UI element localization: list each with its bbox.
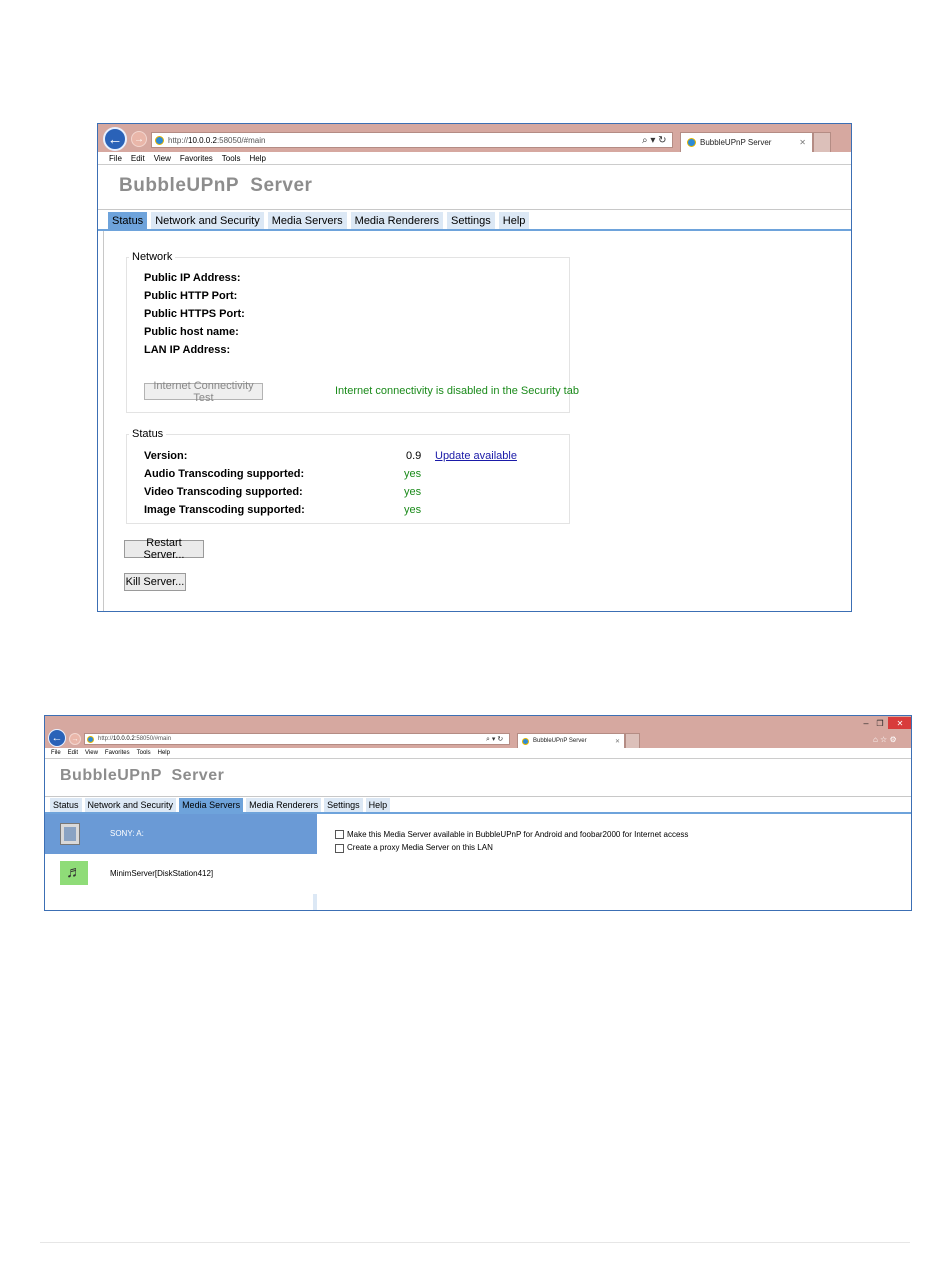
- internet-connectivity-test-button[interactable]: Internet Connectivity Test: [144, 383, 263, 400]
- tab-label: Settings: [327, 800, 360, 810]
- tab-label: Media Renderers: [249, 800, 319, 810]
- menu-favorites[interactable]: Favorites: [104, 750, 130, 756]
- tab-label: Media Servers: [271, 214, 343, 227]
- server-device-icon: [60, 823, 80, 845]
- browser-tab[interactable]: [517, 733, 625, 748]
- lan-ip-label: LAN IP Address:: [144, 344, 231, 356]
- public-host-name-label: Public host name:: [144, 326, 239, 338]
- music-note-icon: ♬: [60, 861, 88, 885]
- tab-media-renderers[interactable]: [246, 798, 321, 812]
- tab-media-servers[interactable]: [268, 212, 347, 229]
- audio-transcoding-value: yes: [404, 468, 422, 480]
- menu-tools[interactable]: Tools: [136, 750, 151, 756]
- address-prefix: http://: [98, 736, 114, 742]
- tab-label: Network and Security: [87, 800, 174, 810]
- menu-favorites[interactable]: Favorites: [179, 154, 213, 163]
- nav-tabs: [98, 212, 851, 231]
- arrow-left-icon: ←: [107, 130, 123, 148]
- app-title: BubbleUPnP Server: [60, 767, 225, 784]
- address-rest: :58050/#main: [134, 736, 172, 742]
- internet-access-option[interactable]: [335, 830, 688, 839]
- tab-settings[interactable]: [324, 798, 363, 812]
- menu-view[interactable]: View: [153, 154, 171, 163]
- address-bar[interactable]: [151, 132, 673, 148]
- server-row-sony[interactable]: [45, 814, 317, 854]
- menu-edit[interactable]: Edit: [67, 750, 79, 756]
- proxy-server-option[interactable]: [335, 843, 688, 852]
- ie-favicon-icon: [522, 738, 529, 745]
- server-options: [335, 830, 688, 853]
- status-content: [103, 231, 851, 611]
- public-https-port-label: Public HTTPS Port:: [144, 308, 245, 320]
- update-available-link[interactable]: Update available: [435, 450, 517, 462]
- tab-media-renderers[interactable]: [351, 212, 443, 229]
- restart-server-button[interactable]: Restart Server...: [124, 540, 204, 558]
- browser-tab-title: BubbleUPnP Server: [700, 138, 772, 147]
- tab-label: Media Servers: [182, 800, 241, 810]
- ie-favicon-icon: [155, 136, 164, 145]
- tab-label: Settings: [451, 214, 491, 227]
- toolbar-icons[interactable]: [873, 733, 897, 745]
- minimize-button[interactable]: [859, 717, 873, 729]
- search-refresh-icons[interactable]: ⌕ ▾ ↻: [642, 134, 667, 146]
- address-host: 10.0.0.2: [113, 736, 135, 742]
- menu-bar: [98, 152, 851, 165]
- browser-titlebar: [45, 716, 911, 748]
- tab-status[interactable]: [108, 212, 147, 229]
- tab-help[interactable]: [366, 798, 391, 812]
- video-transcoding-value: yes: [404, 486, 422, 498]
- page-footer-divider: [40, 1242, 910, 1243]
- close-window-button[interactable]: [888, 717, 912, 729]
- forward-button[interactable]: [69, 733, 81, 745]
- internet-access-checkbox[interactable]: [335, 830, 344, 839]
- version-label: Version:: [144, 450, 188, 462]
- address-controls[interactable]: [486, 733, 503, 745]
- address-prefix: http://: [168, 135, 189, 145]
- app-header: [45, 759, 911, 797]
- tab-label: Help: [502, 214, 526, 227]
- browser-tab[interactable]: [680, 132, 813, 152]
- tab-help[interactable]: [499, 212, 530, 229]
- menu-help[interactable]: Help: [249, 154, 266, 163]
- server-list: [45, 814, 317, 910]
- status-legend: Status: [132, 428, 164, 440]
- network-legend: Network: [132, 251, 173, 263]
- menu-tools[interactable]: Tools: [221, 154, 241, 163]
- media-servers-content: [45, 814, 911, 910]
- internet-access-label: Make this Media Server available in BubbleUPnP for Android and foobar2000 for Internet access: [347, 830, 689, 839]
- tab-status[interactable]: [50, 798, 82, 812]
- new-tab-button[interactable]: [625, 733, 640, 748]
- screenshot-status-page: [97, 123, 852, 612]
- address-rest: :58050/#main: [216, 135, 266, 145]
- image-transcoding-value: yes: [404, 504, 422, 516]
- browser-tab-title: BubbleUPnP Server: [533, 738, 587, 744]
- tab-label: Status: [53, 800, 79, 810]
- connectivity-message: Internet connectivity is disabled in the Security tab: [335, 385, 579, 397]
- close-tab-icon[interactable]: ✕: [799, 138, 806, 147]
- arrow-right-icon: →: [71, 735, 79, 743]
- public-ip-label: Public IP Address:: [144, 272, 241, 284]
- address-host: 10.0.0.2: [188, 135, 217, 145]
- app-title: BubbleUPnP Server: [119, 175, 313, 196]
- tab-network-security[interactable]: [85, 798, 177, 812]
- browser-titlebar: [98, 124, 851, 152]
- tab-label: Network and Security: [155, 214, 260, 227]
- menu-view[interactable]: View: [85, 750, 98, 756]
- restore-icon: ❐: [876, 718, 884, 728]
- minimize-icon: –: [863, 718, 869, 728]
- tab-label: Status: [112, 214, 144, 227]
- back-button[interactable]: [48, 729, 66, 747]
- image-transcoding-label: Image Transcoding supported:: [144, 504, 305, 516]
- back-button[interactable]: [103, 127, 127, 151]
- tab-network-security[interactable]: [151, 212, 264, 229]
- screenshot-media-servers-page: [44, 715, 912, 911]
- arrow-right-icon: →: [134, 133, 144, 145]
- public-http-port-label: Public HTTP Port:: [144, 290, 238, 302]
- server-name: SONY: A:: [110, 829, 144, 838]
- tab-settings[interactable]: [447, 212, 495, 229]
- version-value: 0.9: [406, 450, 422, 462]
- server-name: MinimServer[DiskStation412]: [110, 869, 214, 878]
- menu-file[interactable]: File: [109, 154, 122, 163]
- address-controls[interactable]: [642, 132, 667, 148]
- forward-button[interactable]: [131, 131, 147, 147]
- close-tab-icon[interactable]: ✕: [614, 738, 620, 745]
- menu-file[interactable]: File: [51, 750, 61, 756]
- home-favorites-settings-icons[interactable]: ⌂ ☆ ⚙: [873, 734, 897, 744]
- proxy-server-checkbox[interactable]: [335, 844, 344, 853]
- new-tab-button[interactable]: [813, 132, 831, 152]
- nav-tabs: [45, 798, 911, 814]
- app-header: [98, 165, 851, 210]
- video-transcoding-label: Video Transcoding supported:: [144, 486, 303, 498]
- tab-label: Media Renderers: [354, 214, 440, 227]
- tab-media-servers[interactable]: [179, 798, 243, 812]
- search-refresh-icons[interactable]: ⌕ ▾ ↻: [486, 735, 504, 743]
- close-icon: ✕: [896, 718, 904, 728]
- tab-label: Help: [368, 800, 388, 810]
- proxy-server-label: Create a proxy Media Server on this LAN: [347, 843, 493, 853]
- menu-bar: [45, 748, 911, 759]
- audio-transcoding-label: Audio Transcoding supported:: [144, 468, 305, 480]
- ie-favicon-icon: [87, 736, 94, 743]
- restore-button[interactable]: [873, 717, 887, 729]
- menu-edit[interactable]: Edit: [130, 154, 145, 163]
- menu-help[interactable]: Help: [157, 750, 170, 756]
- server-row-minimserver[interactable]: [45, 854, 317, 894]
- address-bar[interactable]: [84, 733, 510, 745]
- arrow-left-icon: ←: [51, 732, 63, 744]
- kill-server-button[interactable]: Kill Server...: [124, 573, 186, 591]
- ie-favicon-icon: [687, 138, 696, 147]
